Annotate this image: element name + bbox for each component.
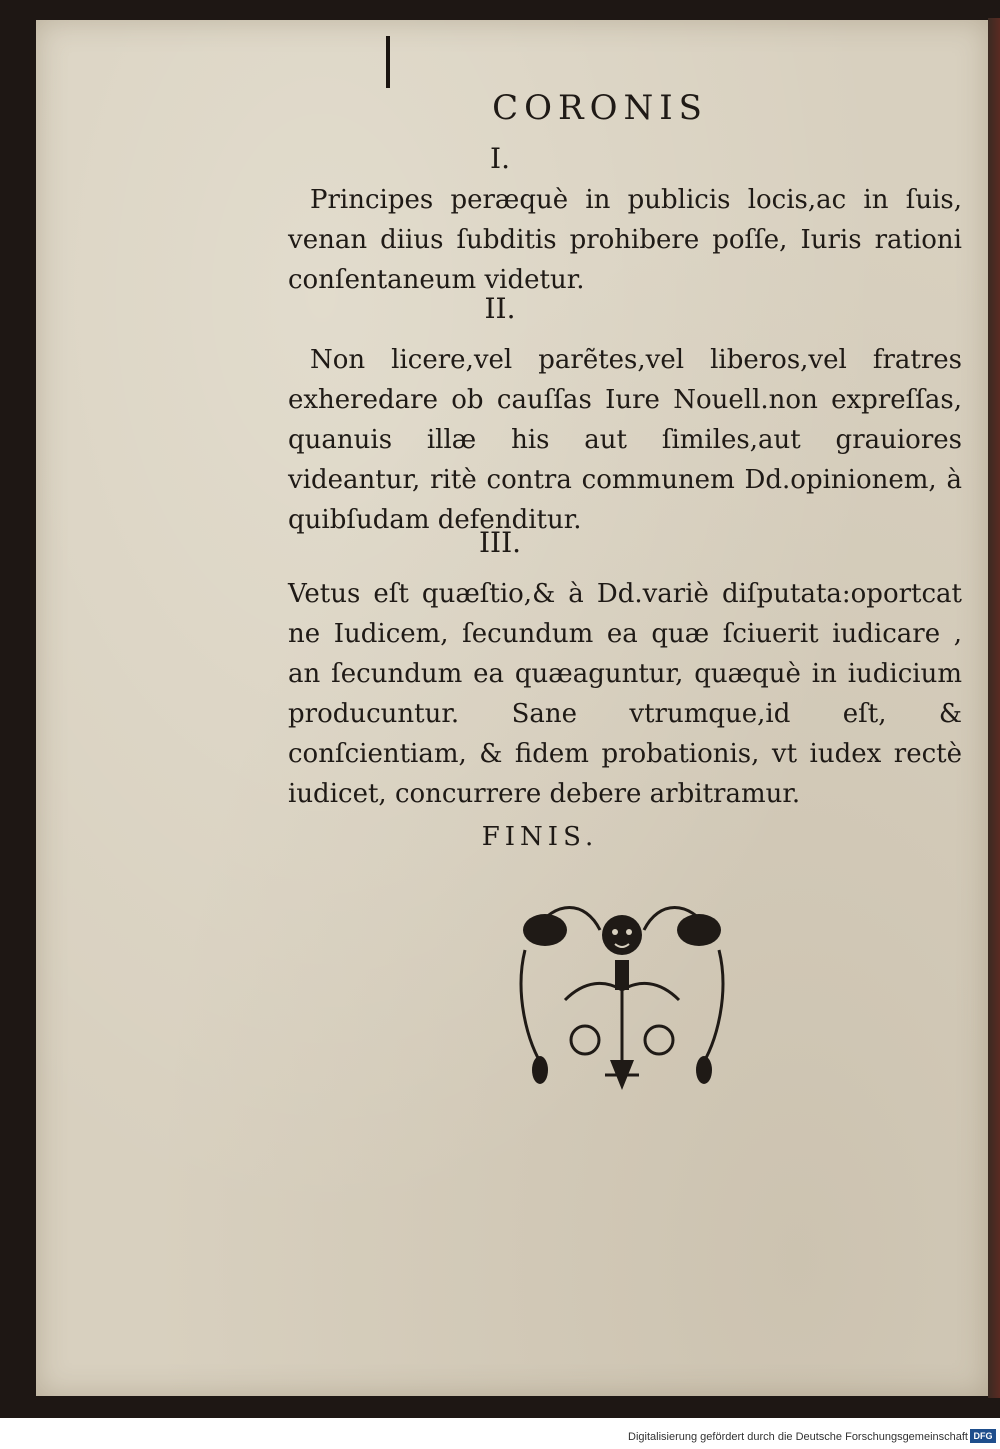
thesis-2-text: Non licere,vel parẽtes,vel liberos,vel fratres exheredare ob cauſſas Iure Nouell.non expreſſas, quanuis illæ his aut ſimiles,aut grauiores videantur, ritè contra communem Dd.opinionem, à quibſudam defenditur. (288, 345, 962, 535)
thesis-1-numeral: I. (490, 142, 510, 175)
thesis-3-text: Vetus eſt quæſtio,& à Dd.variè diſputata:oportcat ne Iudicem, ſecundum ea quæ ſciuerit iudicare , an ſecundum ea quæaguntur, quæquè in iudicium producuntur. Sane vtrumque,id eſt, & conſcientiam, & fidem probationis, vt iudex rectè iudicet, concurrere debere arbitramur. (288, 579, 962, 809)
thesis-2-numeral: II. (484, 292, 516, 325)
footer-credit: Digitalisierung gefördert durch die Deutsche Forschungsgemeinschaft (628, 1431, 968, 1443)
finis-heading: FINIS. (481, 822, 599, 852)
thesis-1-text: Principes peræquè in publicis locis,ac in ſuis, venan diius ſubditis prohibere poſſe, Iuris rationi conſentaneum videtur. (288, 185, 962, 295)
footer-bar (0, 1418, 1000, 1449)
page-title: CORONIS (492, 88, 708, 128)
dfg-logo: DFG (970, 1429, 996, 1443)
book-edge (988, 18, 1000, 1398)
thesis-3-numeral: III. (478, 526, 522, 559)
woodcut-ornament (505, 890, 739, 1092)
